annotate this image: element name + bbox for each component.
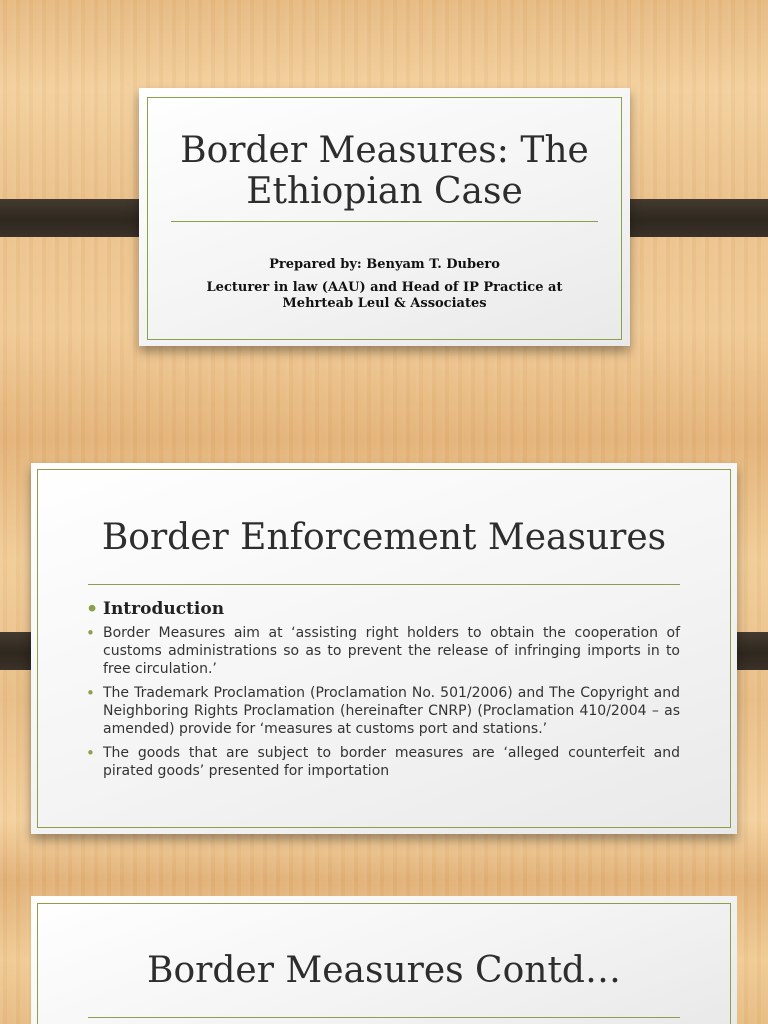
band-left-1 [0, 199, 155, 237]
bullet-dot-icon: • [86, 624, 95, 642]
band-right-1 [613, 199, 768, 237]
bullet-item [86, 624, 680, 678]
bullet-heading-text: Introduction [103, 599, 225, 619]
slide-1-prepared-by: Prepared by: Benyam T. Dubero [269, 257, 500, 272]
slide-1-role-line2: Mehrteab Leul & Associates [282, 296, 487, 311]
slide-2-divider [88, 584, 680, 585]
bullet-dot-icon: • [86, 684, 95, 702]
slide-2-bullet-list [86, 598, 680, 786]
slide-1-title-line1: Border Measures: The [180, 130, 589, 171]
bullet-item [86, 684, 680, 738]
bullet-item-text: The goods that are subject to border measures are ‘alleged counterfeit and pirated goods’ presented for importation [103, 745, 680, 779]
slide-1-role-line1: Lecturer in law (AAU) and Head of IP Practice at [206, 280, 563, 295]
slide-1[interactable] [139, 88, 630, 346]
slide-1-role [139, 280, 630, 312]
bullet-dot-icon: • [86, 744, 95, 762]
slide-1-title-line2: Ethiopian Case [246, 171, 523, 212]
slide-1-title [139, 130, 630, 212]
slide-3[interactable] [31, 896, 737, 1024]
slide-3-title: Border Measures Contd… [147, 950, 621, 991]
slide-1-divider [171, 221, 598, 222]
bullet-item-text: The Trademark Proclamation (Proclamation No. 501/2006) and The Copyright and Neighboring Rights Proclamation (hereinafter CNRP) (Proclamation 410/2004 – as amended) provide for ‘measures at customs port and stations.’ [103, 685, 680, 737]
bullet-item [86, 744, 680, 780]
slide-2-title: Border Enforcement Measures [101, 517, 667, 558]
bullet-item-text: Border Measures aim at ‘assisting right holders to obtain the cooperation of customs administrations so as to prevent the release of infringing imports in to free circulation.’ [103, 625, 680, 677]
slide-3-divider [88, 1017, 680, 1018]
bullet-dot-icon: • [86, 598, 99, 620]
bullet-heading [86, 598, 680, 620]
